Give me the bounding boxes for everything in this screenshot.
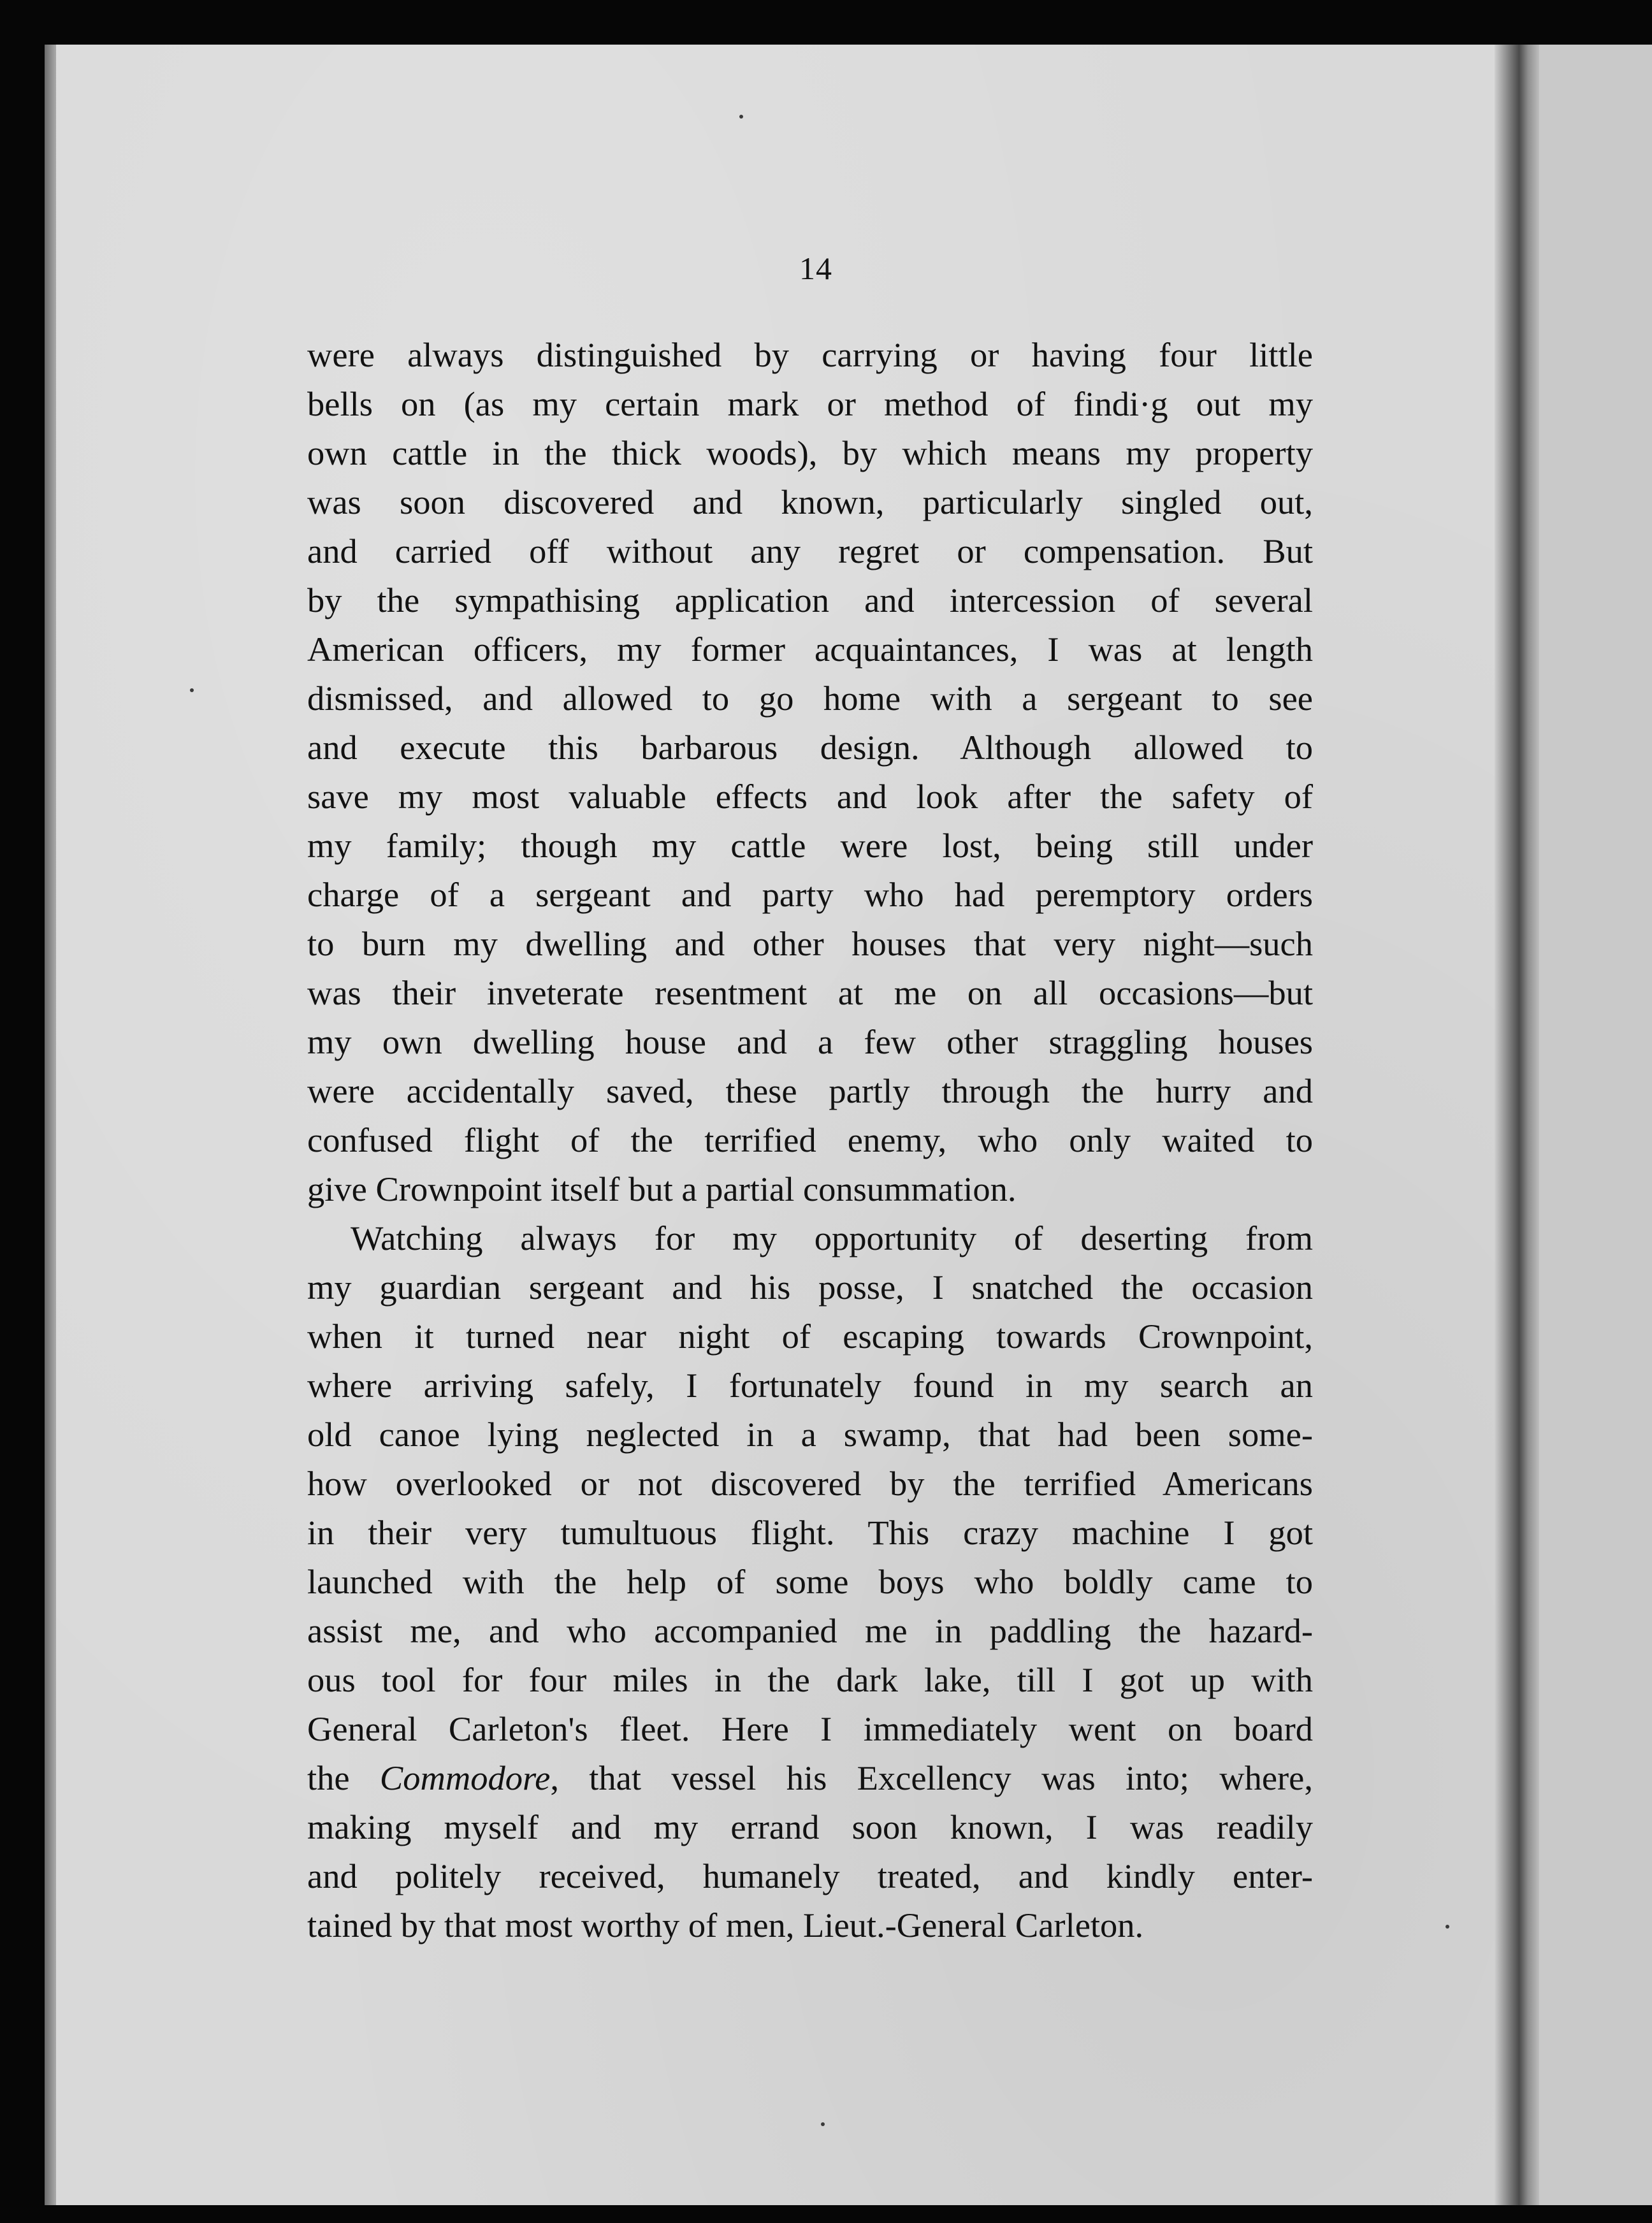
text-line: old canoe lying neglected in a swamp, that had been some- [307,1415,1313,1454]
dust-speck [821,2122,825,2126]
text-line: was soon discovered and known, particularly singled out, [307,482,1313,521]
dust-speck [1446,1925,1449,1929]
text-line: in their very tumultuous flight. This crazy machine I got [307,1513,1313,1552]
text-line: and carried off without any regret or compensation. But [307,532,1313,570]
text-segment: , that vessel his Excellency was into; where, [550,1758,1313,1797]
text-line: confused flight of the terrified enemy, who only waited to [307,1120,1313,1159]
text-segment: the [307,1758,380,1797]
body-text [307,330,1313,1950]
text-line: General Carleton's fleet. Here I immediately went on board [307,1709,1313,1748]
text-line: was their inveterate resentment at me on all occasions—but [307,973,1313,1012]
dust-speck [739,115,743,119]
text-line: assist me, and who accompanied me in paddling the hazard- [307,1611,1313,1650]
text-line: save my most valuable effects and look after the safety of [307,777,1313,816]
text-line: ous tool for four miles in the dark lake, till I got up with [307,1660,1313,1699]
ship-name-italic: Commodore [379,1758,551,1797]
text-line: own cattle in the thick woods), by which means my property [307,433,1313,472]
text-line: were accidentally saved, these partly through the hurry and [307,1071,1313,1110]
text-line: by the sympathising application and intercession of several [307,581,1313,619]
text-line: bells on (as my certain mark or method of findi·g out my [307,384,1313,423]
paragraph-end-line: give Crownpoint itself but a partial consummation. [307,1169,1017,1208]
dust-speck [190,688,194,692]
text-line: and politely received, humanely treated, and kindly enter- [307,1857,1313,1895]
text-line: when it turned near night of escaping towards Crownpoint, [307,1317,1313,1356]
text-line: charge of a sergeant and party who had peremptory orders [307,875,1313,914]
text-line: how overlooked or not discovered by the terrified Americans [307,1464,1313,1503]
paragraph-start-line: Watching always for my opportunity of deserting from [351,1219,1313,1257]
text-line: to burn my dwelling and other houses that very night—such [307,924,1313,963]
text-line: dismissed, and allowed to go home with a sergeant to see [307,679,1313,718]
text-line: making myself and my errand soon known, I was readily [307,1807,1313,1846]
text-line: launched with the help of some boys who boldly came to [307,1562,1313,1601]
text-line: my guardian sergeant and his posse, I snatched the occasion [307,1268,1313,1307]
book-gutter [1495,45,1539,2205]
text-line-with-italic [307,1753,1313,1802]
text-line: were always distinguished by carrying or having four little [307,335,1313,374]
text-line: tained by that most worthy of men, Lieut.-General Carleton. [307,1906,1144,1944]
text-line: American officers, my former acquaintances, I was at length [307,630,1313,669]
text-line: my own dwelling house and a few other straggling houses [307,1022,1313,1061]
text-line: my family; though my cattle were lost, being still under [307,826,1313,865]
page-number: 14 [799,250,832,286]
text-line: and execute this barbarous design. Although allowed to [307,728,1313,767]
facing-page-edge [1539,45,1652,2205]
text-line: where arriving safely, I fortunately found in my search an [307,1366,1313,1405]
